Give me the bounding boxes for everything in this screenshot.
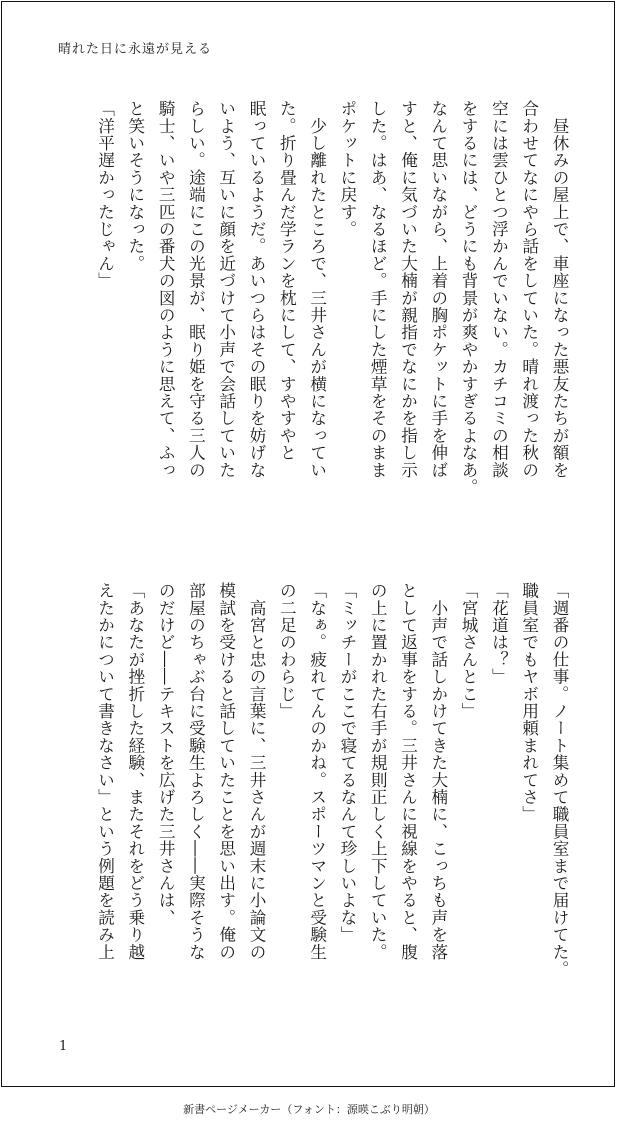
book-title: 晴れた日に永遠が見える: [58, 42, 213, 57]
text-line: として返事をする。三井さんに視線をやると、腹: [398, 582, 418, 961]
text-line: 昼休みの屋上で、車座になった悪友たちが額を: [550, 100, 569, 479]
text-line: 少し離れたところで、三井さんが横になってい: [307, 100, 327, 479]
text-line: 空には雲ひとつ浮かんでいない。カチコミの相談: [489, 100, 509, 479]
text-line: 「なぁ。疲れてんのかね。スポーツマンと受験生: [307, 582, 327, 961]
lower-text-block: [34, 582, 574, 1012]
text-line: た。折り畳んだ学ランを枕にして、すやすやと: [277, 100, 297, 462]
text-line: らしい。途端にこの光景が、眠り姫を守る三人の: [186, 100, 206, 479]
text-line: 眠っているようだ。あいつらはその眠りを妨げな: [247, 100, 267, 479]
text-line: ポケットに戻す。: [337, 100, 357, 238]
footer-credit: 新書ページメーカー（フォント：源暎こぶり明朝）: [183, 1103, 435, 1116]
page-number: 1: [59, 1039, 68, 1054]
text-line: 「洋平遅かったじゃん」: [95, 100, 115, 290]
text-line: と笑いそうになった。: [125, 100, 145, 272]
upper-text-block: [34, 100, 574, 530]
text-line: 小声で話しかけてきた大楠に、こっちも声を落: [428, 582, 448, 961]
text-line: の上に置かれた右手が規則正しく上下していた。: [368, 582, 388, 961]
text-line: のだけど――テキストを広げた三井さんは、: [156, 582, 176, 926]
text-line: すと、俺に気づいた大楠が親指でなにかを指し示: [398, 100, 418, 479]
book-page: [1, 1, 615, 1087]
text-line: なんて思いながら、上着の胸ポケットに手を伸ば: [428, 100, 448, 479]
text-line: いよう、互いに顔を近づけて小声で会話していた: [216, 100, 236, 479]
text-line: の二足のわらじ」: [277, 582, 297, 720]
text-line: 模試を受けると話していたことを思い出す。俺の: [216, 582, 236, 961]
text-line: 合わせてなにやら話をしていた。晴れ渡った秋の: [519, 100, 539, 479]
text-line: をするには、どうにも背景が爽やかすぎるよなあ。: [459, 100, 479, 496]
text-line: えたかについて書きなさい」という例題を読み上: [95, 582, 115, 961]
text-line: 「宮城さんとこ」: [459, 582, 479, 720]
text-line: 騎士、いや三匹の番犬の図のように思えて、ふっ: [156, 100, 176, 479]
text-line: 「ミッチーがここで寝てるなんて珍しいよな」: [337, 582, 357, 944]
text-line: 部屋のちゃぶ台に受験生よろしく――実際そうな: [186, 582, 206, 961]
text-line: した。はあ、なるほど。手にした煙草をそのまま: [368, 100, 388, 479]
text-line: 「あなたが挫折した経験、またそれをどう乗り越: [125, 582, 145, 961]
text-line: 「花道は？」: [489, 582, 509, 686]
text-line: 高宮と忠の言葉に、三井さんが週末に小論文の: [247, 582, 267, 961]
text-line: 職員室でもヤボ用頼まれてさ」: [519, 582, 539, 823]
text-line: 「週番の仕事。ノート集めて職員室まで届けてた。: [550, 582, 569, 978]
